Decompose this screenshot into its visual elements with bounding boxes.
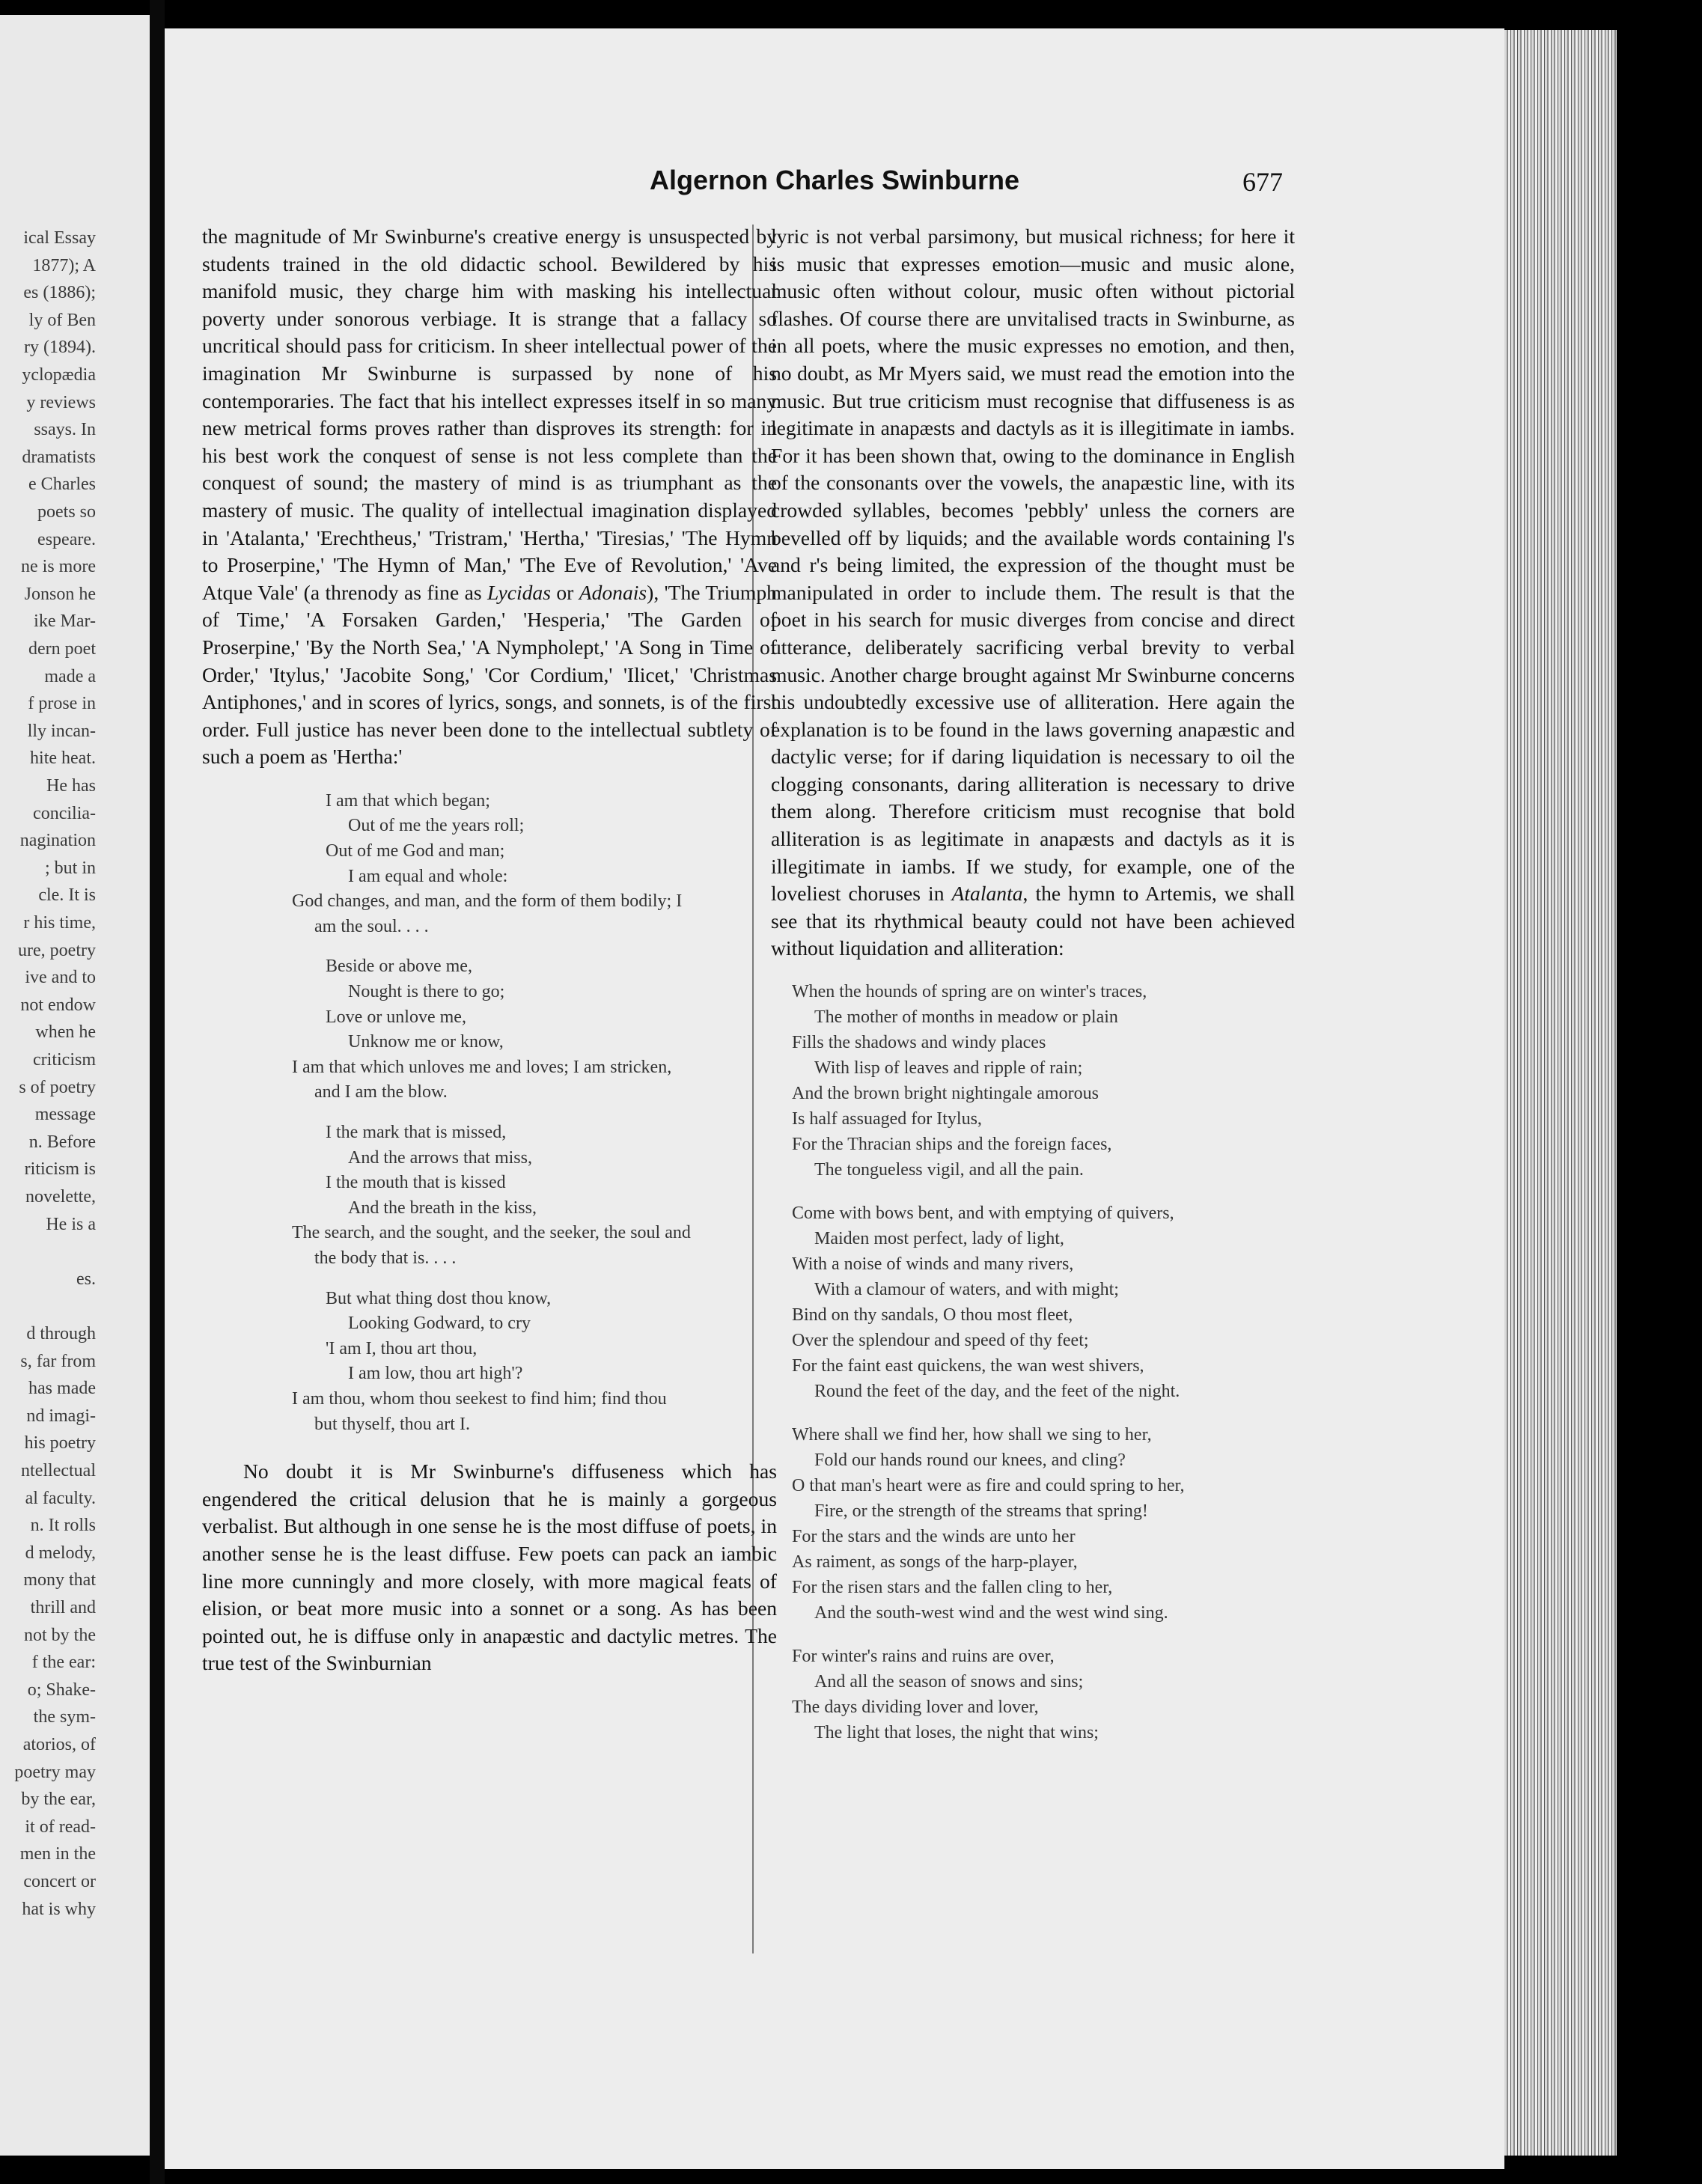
text-run: the magnitude of Mr Swinburne's creative energy is unsuspected by students trained in the old didactic school. Bewildered by his manifold music, they charge him with masking his intellectual poverty under sonorous verbiage. It is strange that a fallacy so uncritical should pass for criticism. In sheer intellectual power of the imagination Mr Swinburne is surpassed by none of his contemporaries. The fact that his intellect expresses itself in so many new metrical forms proves rather than disproves its strength: for in his best work the conquest of sense is not less complete than the conquest of sound; the mastery of mind is as triumphant as the mastery of music. The quality of intellectual imagination displayed in 'Atalanta,' 'Erechtheus,' 'Tristram,' 'Hertha,' 'Tiresias,' 'The Hymn to Proserpine,' 'The Hymn of Man,' 'The Eve of Revolution,' 'Ave Atque Vale' (a threnody as fine as [202,225,777,604]
poem-line: the body that is. . . . [314,1248,457,1268]
poem-stanza [771,1644,1459,1745]
poem-line: I the mouth that is kissed [326,1173,506,1193]
previous-page-line-fragment: concert or [23,1872,96,1891]
poem-stanza [202,1120,777,1272]
poem-line: For the stars and the winds are unto her [792,1527,1076,1547]
poem-line: Maiden most perfect, lady of light, [814,1229,1064,1249]
previous-page-line-fragment: concilia- [33,803,96,823]
previous-page-line-fragment: s of poetry [19,1077,96,1097]
poem-line: Round the feet of the day, and the feet of the night. [814,1382,1180,1402]
scan-border [1617,0,1702,2184]
previous-page-line-fragment: nd imagi- [26,1406,96,1426]
previous-page-line-fragment: es. [76,1269,96,1289]
previous-page-line-fragment: d melody, [25,1543,96,1563]
poem-line: The mother of months in meadow or plain [814,1007,1118,1028]
poem-line: When the hounds of spring are on winter's traces, [792,982,1147,1002]
poem-line: am the soul. . . . [314,916,429,936]
poem-line: 'I am I, thou art thou, [326,1338,478,1358]
poem-line: Bind on thy sandals, O thou most fleet, [792,1305,1073,1326]
poem-line: And the brown bright nightingale amorous [792,1084,1099,1104]
poem-line: The search, and the sought, and the seeker, the soul and [292,1223,691,1243]
previous-page-line-fragment: Jonson he [24,584,96,604]
atalanta-chorus-quotation [771,979,1459,1745]
previous-page-line-fragment: He is a [46,1214,96,1234]
previous-page-line-fragment: mony that [23,1570,96,1590]
poem-stanza [771,1422,1459,1626]
previous-page-line-fragment: 1877); A [32,255,96,275]
previous-page-line-fragment: ne is more [21,557,96,577]
previous-page-line-fragment: novelette, [25,1187,96,1207]
poem-line: I am that which unloves me and loves; I am stricken, [292,1057,672,1077]
poem-line: As raiment, as songs of the harp-player, [792,1552,1078,1573]
previous-page-line-fragment: atorios, of [22,1735,96,1754]
previous-page-line-fragment: men in the [19,1844,96,1864]
previous-page-line-fragment: the sym- [33,1707,96,1727]
poem-line: And all the season of snows and sins; [814,1672,1084,1692]
poem-stanza [202,789,777,940]
poem-line: For winter's rains and ruins are over, [792,1647,1055,1667]
poem-stanza [202,1287,777,1438]
poem-line: For the risen stars and the fallen cling to her, [792,1578,1113,1598]
previous-page-line-fragment: poets so [37,502,96,522]
previous-page-line-fragment: s, far from [20,1351,96,1371]
poem-line: With lisp of leaves and ripple of rain; [814,1058,1083,1079]
previous-page-margin [0,15,150,2156]
poem-line: Come with bows bent, and with emptying of quivers, [792,1204,1174,1224]
poem-line: Looking Godward, to cry [348,1314,531,1334]
previous-page-line-fragment: made a [44,666,96,686]
poem-line: I am equal and whole: [348,866,508,886]
poem-line: Out of me the years roll; [348,816,525,836]
right-column [756,223,1459,1763]
previous-page-line-fragment: ntellectual [21,1461,96,1480]
page-edges [1504,30,1617,2156]
text-run: ), 'The Triumph of Time,' 'A Forsaken Garden,' 'Hesperia,' 'The Garden of Proserpine,' 'By the North Sea,' 'A Nympholept,' 'A Song in Time of Order,' 'Itylus,' 'Jacobite Song,' 'Cor Cordium,' 'Ilicet,' 'Christmas Antiphones,' and in scores of lyrics, songs, and sonnets, is of the first order. Full justice has never been done to the intellectual subtlety of such a poem as 'Hertha:' [202,580,777,769]
page-number: 677 [1242,167,1283,197]
previous-page-line-fragment: espeare. [37,529,96,549]
previous-page-line-fragment: yclopædia [22,365,96,385]
previous-page-line-fragment: hat is why [22,1899,96,1919]
poem-line: The light that loses, the night that wins; [814,1723,1099,1743]
italic-title: Adonais [579,580,647,604]
previous-page-line-fragment: dern poet [28,639,96,659]
previous-page-line-fragment: when he [35,1022,96,1043]
poem-line: Beside or above me, [326,957,472,977]
running-title: Algernon Charles Swinburne [649,165,1020,195]
poem-stanza [202,954,777,1105]
paragraph: No doubt it is Mr Swinburne's diffuseness which has engendered the critical delusion that he is mainly a gorgeous verbalist. But although in one sense he is the most diffuse of poets, in another sense he is the least diffuse. Few poets can pack an iambic line more cunningly and more closely, with more magical feats of elision, or beat more music into a sonnet or a song. As has been pointed out, he is diffuse only in anapæstic and dactylic metres. The true test of the Swinburnian [202,1459,777,1675]
book-page [165,28,1504,2169]
previous-page-line-fragment: n. It rolls [30,1516,96,1536]
previous-page-line-fragment: ly of Ben [28,310,96,330]
previous-page-line-fragment: ssays. In [34,420,96,440]
previous-page-line-fragment: es (1886); [23,283,96,303]
previous-page-line-fragment: ical Essay [23,228,96,248]
poem-line: Is half assuaged for Itylus, [792,1109,982,1129]
poem-line: Love or unlove me, [326,1007,466,1027]
poem-stanza [771,979,1459,1183]
previous-page-line-fragment: f prose in [28,694,96,714]
poem-line: Fire, or the strength of the streams that spring! [814,1501,1148,1522]
text-run: or [550,580,579,604]
previous-page-line-fragment: o; Shake- [27,1680,96,1700]
italic-title: Atalanta [951,882,1023,906]
poem-line: O that man's heart were as fire and could spring to her, [792,1476,1185,1496]
poem-line: and I am the blow. [314,1082,448,1102]
text-run: lyric is not verbal parsimony, but musical richness; for here it is music that expresses emotion—music and music alone, music often without colour, music often without pictorial flashes. Of course there are unvitalised tracts in Swinburne, as in all poets, where the music expresses no emotion, and then, no doubt, as Mr Myers said, we must read the emotion into the music. But true criticism must recognise that diffuseness is as legitimate in anapæsts and dactyls as it is illegitimate in iambs. For it has been shown that, owing to the dominance in English of the consonants over the vowels, the anapæstic line, with its crowded syllables, becomes 'pebbly' unless the corners are bevelled off by liquids; and the available words containing l's and r's being limited, the expression of the thought must be manipulated in order to include them. The result is that the poet in his search for music diverges from concise and direct utterance, deliberately sacrificing verbal brevity to verbal music. Another charge brought against Mr Swinburne concerns his undoubtedly excessive use of alliteration. Here again the explanation is to be found in the laws governing anapæstic and dactylic verse; for if daring liquidation is necessary to oil the clogging consonants, daring alliteration is necessary to drive them along. Therefore criticism must recognise that bold alliteration is as legitimate in anapæsts and dactyls as it is illegitimate in iambs. If we study, for example, one of the loveliest choruses in [771,225,1295,906]
left-column [202,223,777,1677]
poem-line: And the arrows that miss, [348,1147,532,1168]
previous-page-line-fragment: He has [46,776,96,796]
previous-page-line-fragment: f the ear: [31,1653,96,1673]
hertha-quotation [202,789,777,1437]
poem-line: The tongueless vigil, and all the pain. [814,1160,1084,1180]
previous-page-line-fragment: by the ear, [21,1790,96,1810]
previous-page-line-fragment: d through [26,1324,96,1343]
previous-page-line-fragment: al faculty. [25,1488,96,1508]
poem-line: I am thou, whom thou seekest to find him; find thou [292,1388,667,1409]
previous-page-line-fragment: his poetry [24,1433,96,1454]
previous-page-line-fragment: ive and to [25,968,96,988]
poem-line: With a noise of winds and many rivers, [792,1254,1074,1275]
previous-page-line-fragment: n. Before [28,1132,96,1152]
previous-page-line-fragment: not by the [24,1625,96,1645]
poem-line: Fills the shadows and windy places [792,1033,1046,1053]
poem-line: I am low, thou art high'? [348,1364,523,1384]
poem-line: Nought is there to go; [348,982,505,1002]
poem-line: With a clamour of waters, and with might; [814,1280,1119,1300]
previous-page-line-fragment: ure, poetry [18,940,96,960]
poem-stanza [771,1201,1459,1404]
previous-page-line-fragment: cle. It is [38,885,96,906]
previous-page-line-fragment: poetry may [14,1762,96,1782]
poem-line: Where shall we find her, how shall we sing to her, [792,1425,1152,1445]
previous-page-line-fragment: nagination [19,831,96,851]
book-gutter [150,0,165,2184]
poem-line: Over the splendour and speed of thy feet; [792,1331,1089,1351]
poem-line: The days dividing lover and lover, [792,1698,1039,1718]
previous-page-line-fragment: y reviews [26,392,96,412]
previous-page-line-fragment: dramatists [22,447,96,467]
previous-page-line-fragment: lly incan- [27,721,96,741]
previous-page-line-fragment: not endow [20,995,96,1015]
poem-line: And the breath in the kiss, [348,1198,537,1218]
previous-page-line-fragment: ry (1894). [24,338,96,358]
poem-line: I am that which began; [326,790,490,811]
previous-page-line-fragment: e Charles [28,475,96,495]
poem-line: but thyself, thou art I. [314,1414,470,1434]
running-head [165,156,1504,201]
poem-line: But what thing dost thou know, [326,1288,552,1308]
text-run: , the hymn to Artemis, we shall see that its rhythmical beauty could not have been achieved without liquidation and alliteration: [771,882,1296,960]
poem-line: Fold our hands round our knees, and cling? [814,1451,1126,1471]
previous-page-line-fragment: message [34,1105,96,1125]
poem-line: God changes, and man, and the form of them bodily; I [292,891,683,912]
previous-page-line-fragment: criticism [33,1050,96,1070]
previous-page-line-fragment: it of read- [25,1817,96,1837]
poem-line: Out of me God and man; [326,841,505,861]
previous-page-line-fragment: has made [28,1379,96,1399]
previous-page-line-fragment: hite heat. [30,748,96,769]
poem-line: I the mark that is missed, [326,1123,507,1142]
poem-line: Unknow me or know, [348,1032,504,1052]
poem-line: For the faint east quickens, the wan west shivers, [792,1356,1144,1376]
previous-page-line-fragment: thrill and [30,1598,96,1617]
poem-line: And the south-west wind and the west wind sing. [814,1603,1168,1623]
previous-page-line-fragment: r his time, [23,913,96,933]
previous-page-line-fragment: ike Mar- [34,611,96,632]
italic-title: Lycidas [486,580,551,604]
poem-line: For the Thracian ships and the foreign faces, [792,1135,1112,1155]
previous-page-line-fragment: ; but in [44,858,96,878]
paragraph [771,223,1295,963]
paragraph [202,223,777,771]
previous-page-line-fragment: riticism is [24,1159,96,1180]
